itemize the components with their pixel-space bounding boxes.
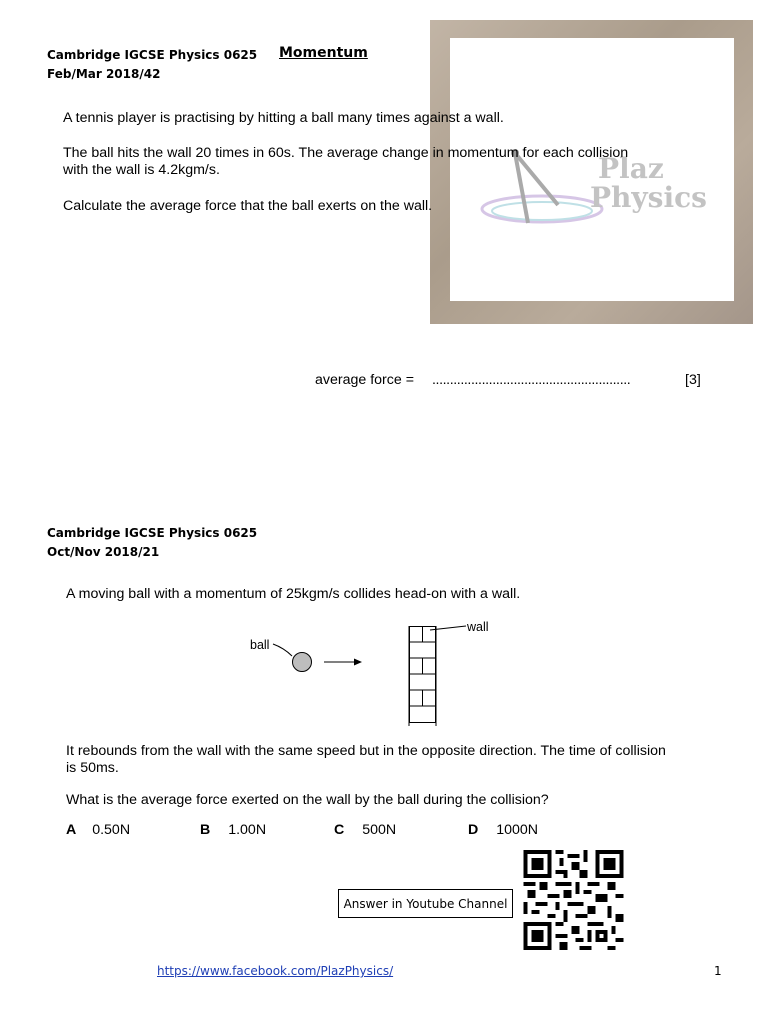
answer-label: average force = <box>315 372 414 388</box>
question2-ask: What is the average force exerted on the wall by the ball during the collision? <box>66 792 549 808</box>
option-value: 0.50N <box>92 822 131 838</box>
option-value: 1000N <box>496 822 539 838</box>
facebook-link[interactable]: https://www.facebook.com/PlazPhysics/ <box>157 964 394 978</box>
option-d[interactable] <box>468 822 538 839</box>
question1-intro: A tennis player is practising by hitting a ball many times against a wall. <box>63 110 504 126</box>
option-a[interactable] <box>66 822 130 839</box>
ball-wall-diagram <box>270 618 470 728</box>
option-value: 500N <box>362 822 397 838</box>
answer-youtube-box: Answer in Youtube Channel <box>338 889 513 918</box>
marks-label: [3] <box>685 372 701 388</box>
option-c[interactable] <box>334 822 396 839</box>
question2-condition-line1: It rebounds from the wall with the same speed but in the opposite direction. The time of collision <box>66 743 666 759</box>
qr-code-icon[interactable] <box>520 850 627 950</box>
wall-label: wall <box>467 620 489 634</box>
exam-session-2: Oct/Nov 2018/21 <box>47 545 160 559</box>
answer-line: ........................................................ <box>432 372 631 388</box>
question1-data-line2: with the wall is 4.2kgm/s. <box>63 162 220 178</box>
exam-reference-1: Cambridge IGCSE Physics 0625 <box>47 48 258 62</box>
exam-session-1: Feb/Mar 2018/42 <box>47 67 161 81</box>
watermark-text-line2: Physics <box>590 181 707 214</box>
option-letter: B <box>200 822 211 838</box>
ball-label: ball <box>250 638 270 652</box>
option-value: 1.00N <box>228 822 267 838</box>
question1-data-line1: The ball hits the wall 20 times in 60s. The average change in momentum for each collision <box>63 145 629 161</box>
question1-task: Calculate the average force that the ball exerts on the wall. <box>63 198 433 214</box>
question2-intro: A moving ball with a momentum of 25kgm/s collides head-on with a wall. <box>66 586 521 602</box>
question2-condition-line2: is 50ms. <box>66 760 119 776</box>
exam-reference-2: Cambridge IGCSE Physics 0625 <box>47 526 258 540</box>
page-number: 1 <box>714 964 722 978</box>
option-letter: D <box>468 822 479 838</box>
option-letter: A <box>66 822 77 838</box>
option-letter: C <box>334 822 345 838</box>
watermark-text-line1: Plaz <box>598 152 664 185</box>
option-b[interactable] <box>200 822 266 839</box>
topic-title: Momentum <box>279 45 368 61</box>
